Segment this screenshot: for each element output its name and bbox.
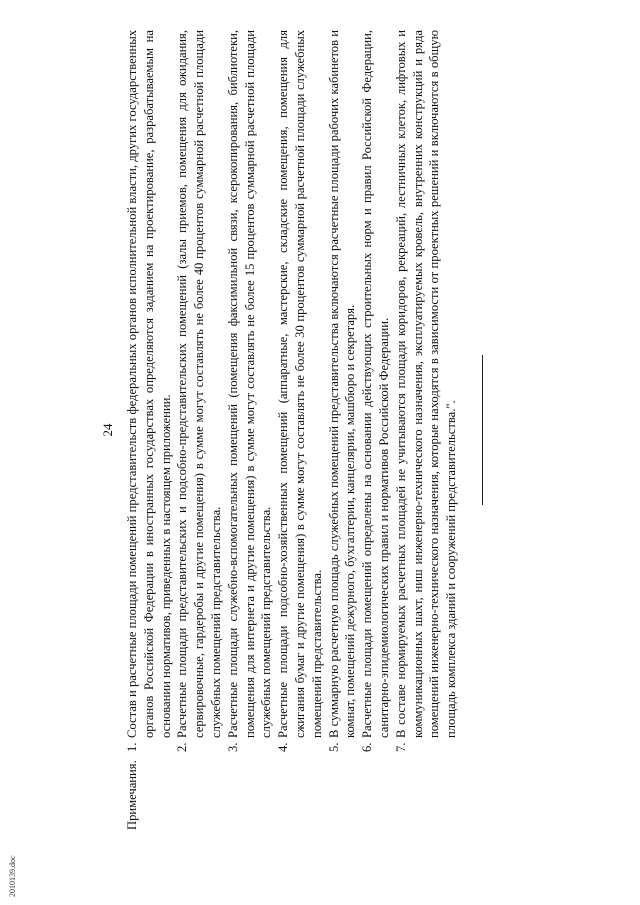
note-item [326,30,360,752]
notes-heading: Примечания. [125,760,139,830]
notes-list [124,30,460,752]
document-code-footer: 2010139.doc [8,855,17,897]
note-item [359,30,393,752]
rotated-page-content [100,30,540,830]
page-number: 24 [100,423,115,437]
note-number: 2. [175,742,190,752]
note-text: В суммарную расчетную площадь служебных помещений представительства включаются расчетные площади рабочих кабинетов и комнат, помещений дежурного, бухгалтерии, канцелярии, машбюро и секретаря. [326,30,358,738]
note-text: Расчетные площади представительских и подсобно-представительских помещений (залы приемов, помещения для ожидания, сервировочные, гардеробы и другие помещения) в сумме могут составлять не более 40 процентов суммарной расчетной площади служебных помещений представительства. [175,30,223,738]
note-item [124,30,174,752]
note-item [225,30,275,752]
note-text: Расчетные площади служебно-вспомогательных помещений (помещения факсимильной связи, ксерокопирования, библиотеки, помещения для интернета и другие помещения) в сумме могут составлять не более 15 процентов суммарной расчетной площади служебных помещений представительства. [225,30,274,738]
note-text: Расчетные площади подсобно-хозяйственных помещений (аппаратные, мастерские, складские помещения, помещения для сжигания бумаг и другие помещения) в сумме могут составлять не более 30 процентов суммарной расчетной площади служебных помещений представительства. [276,30,324,738]
notes-section [124,30,460,830]
note-number: 4. [276,742,291,752]
note-text: В составе нормируемых расчетных площадей не учитываются площади коридоров, рекреаций, лестничных клеток, лифтовых и коммуникационных шахт, ниш инженерно-технического назначения, эксплуатируемых кровель, внутренних конструкций и ряда помещений инженерно-технического назначения, которые находятся в зависимости от проектных решений и включаются в общую площадь комплекса зданий и сооружений представительства.". [393,30,459,738]
note-number: 6. [360,742,375,752]
note-text: Расчетные площади помещений определены на основании действующих строительных норм и правил Российской Федерации, санитарно-эпидемиологических правил и нормативов Российской Федерации. [360,30,391,738]
note-number: 1. [125,742,139,752]
note-text: Состав и расчетные площади помещений представительств федеральных органов исполнительной власти, других государственных органов Российской Федерации в иностранных государствах определяются заданием на проектирование, разрабатываемым на основании нормативов, приведенных в настоящем приложении. [125,30,173,738]
note-item [275,30,325,752]
note-number: 3. [225,742,240,752]
note-number: 5. [326,742,341,752]
end-separator-line [482,355,483,505]
note-item [393,30,460,752]
note-item [174,30,224,752]
note-number: 7. [393,742,408,752]
